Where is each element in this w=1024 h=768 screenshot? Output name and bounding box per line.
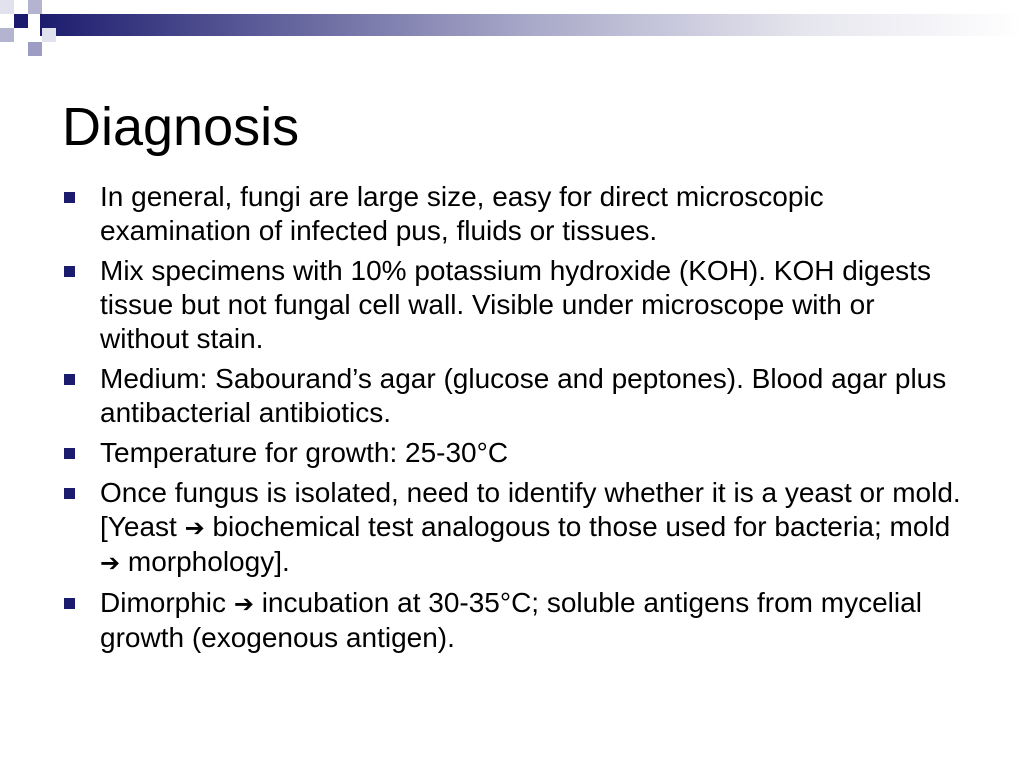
bullet-text: Medium: Sabourand’s agar (glucose and peptones). Blood agar plus antibacterial antibiotics. — [100, 363, 947, 428]
bullet-text: Temperature for growth: 25-30°C — [100, 437, 509, 468]
right-arrow-icon: ➔ — [184, 514, 205, 542]
decor-square — [28, 0, 42, 14]
bullet-item — [62, 254, 962, 356]
square-bullet-icon — [64, 448, 75, 459]
bullet-text: Dimorphic ➔ incubation at 30-35°C; soluble antigens from mycelial growth (exogenous antigen). — [100, 587, 922, 653]
square-bullet-icon — [64, 374, 75, 385]
bullet-text: Mix specimens with 10% potassium hydroxide (KOH). KOH digests tissue but not fungal cell wall. Visible under microscope with or without stain. — [100, 255, 931, 354]
right-arrow-icon: ➔ — [233, 590, 254, 618]
square-bullet-icon — [64, 488, 75, 499]
decor-square — [0, 0, 14, 14]
square-bullet-icon — [64, 192, 75, 203]
bullet-item — [62, 436, 962, 470]
square-bullet-icon — [64, 598, 75, 609]
header-gradient-bar — [40, 14, 1024, 36]
bullet-text: In general, fungi are large size, easy for direct microscopic examination of infected pus, fluids or tissues. — [100, 181, 824, 246]
bullet-item — [62, 362, 962, 430]
bullet-list — [62, 180, 962, 661]
decor-square — [0, 28, 14, 42]
bullet-item — [62, 586, 962, 655]
bullet-item — [62, 180, 962, 248]
decor-square — [42, 28, 56, 42]
decor-square — [28, 42, 42, 56]
bullet-item — [62, 476, 962, 580]
slide-title: Diagnosis — [62, 97, 300, 157]
bullet-text: Once fungus is isolated, need to identify whether it is a yeast or mold. [Yeast ➔ biochemical test analogous to those used for bacteria; mold ➔ morphology]. — [100, 477, 961, 577]
right-arrow-icon: ➔ — [100, 549, 121, 577]
square-bullet-icon — [64, 266, 75, 277]
decor-square — [14, 14, 28, 28]
